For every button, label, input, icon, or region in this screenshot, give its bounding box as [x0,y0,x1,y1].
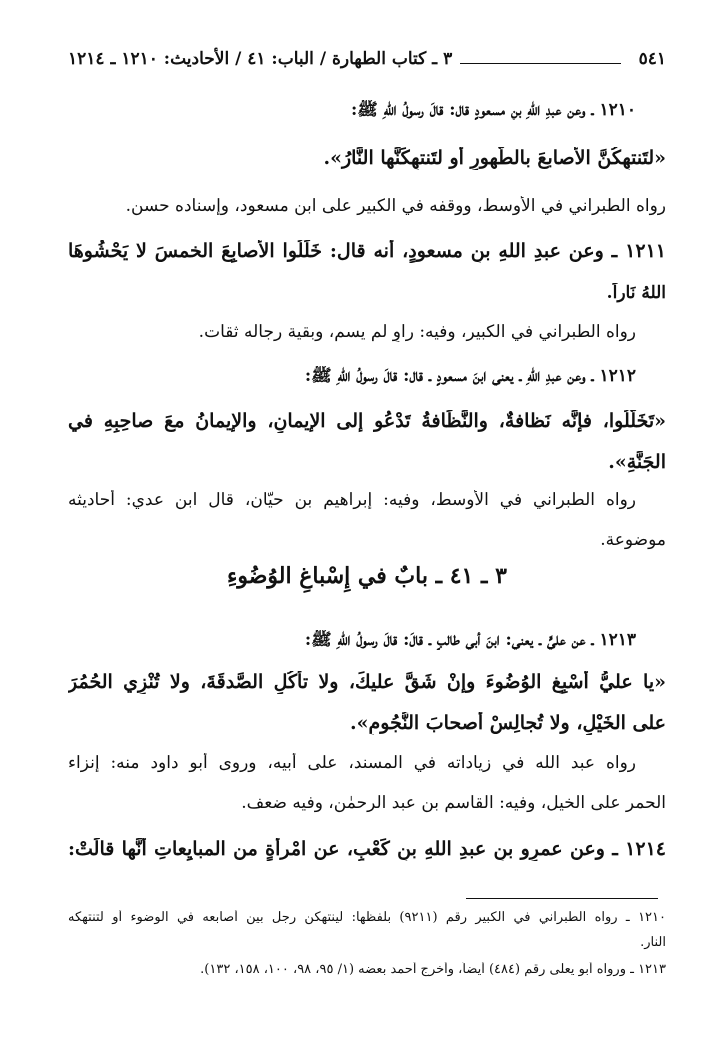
hadith-1213-commentary-line1: رواه عبد الله في زياداته في المسند، على أبيه، وروى أبو داود منه: إنزاء [68,753,636,773]
footnote-separator [466,898,658,899]
header-rule [460,63,620,64]
hadith-1210-quote: «لتَنتهِكُنَّ الأصابعَ بالطُّهورِ أو لتَنتهِكَنَّها النَّارُ». [323,147,666,169]
footnote-1210-line2: النار. [640,935,666,950]
hadith-1213-quote-line2: على الخَيْلِ، ولا تُجالِسْ أصحابَ النُّجُومِ». [350,712,666,734]
hadith-1213-commentary-line2: الحمر على الخيل، وفيه: القاسم بن عبد الرحمٰن، وفيه ضعف. [241,793,666,813]
hadith-1212-quote-line2: الجَنَّةِ». [608,451,666,473]
chapter-heading: ٣ ـ ٤١ ـ بابٌ في إِسْباغِ الوُضُوءِ [227,563,507,589]
hadith-1214-intro: ١٢١٤ ـ وعن عمرِو بنِ عبدِ اللهِ بنِ كَعْبٍ، عن امْرأةٍ من المبايِعاتِ أنَّها قالَتْ: [68,838,666,860]
hadith-1211-line1: ١٢١١ ـ وعن عبدِ اللهِ بنِ مسعودٍ، أنه قال: خَلِّلُوا الأصابِعَ الخمسَ لا يَحْشُوهَا [68,240,666,262]
page-number: ٥٤١ [638,49,666,69]
hadith-1211-line2: اللهُ نَاراً. [606,283,666,303]
hadith-1211-commentary: رواه الطبراني في الكبير، وفيه: راوٍ لم يسم، وبقية رجاله ثقات. [198,322,636,342]
footnote-1210-line1: ١٢١٠ ـ رواه الطبراني في الكبير رقم (٩٢١١) بلفظها: لينتهكن رجل بين أصابعه في الوضوء أو لتنتهكه [68,910,666,925]
hadith-1210-intro: ١٢١٠ ـ وعن عبدِ اللهِ بنِ مسعودٍ قال: قالَ رسولُ اللهِ ﷺ: [351,100,636,120]
hadith-1213-quote-line1: «يا عليُّ أَسْبِغِ الوُضُوءَ وإنْ شَقَّ عليكَ، ولا تأكُلِ الصَّدقَةَ، ولا تُنْزِي الحُمُرَ [68,671,666,693]
hadith-1213-intro: ١٢١٣ ـ عن عليٍّ ـ يعني: ابنَ أبي طالبٍ ـ قالَ: قالَ رسولُ اللهِ ﷺ: [304,630,636,650]
running-title: ٣ ـ كتاب الطهارة / الباب: ٤١ / الأحاديث: ١٢١٠ ـ ١٢١٤ [68,49,453,69]
hadith-1212-commentary-line1: رواه الطبراني في الأوسط، وفيه: إبراهيم بن حيّان، قال ابن عدي: أحاديثه [68,490,636,510]
page-header [68,44,666,74]
hadith-1212-commentary-line2: موضوعة. [600,530,666,550]
hadith-1212-intro: ١٢١٢ ـ وعن عبدِ اللهِ ـ يعني ابنَ مسعودٍ ـ قال: قالَ رسولُ اللهِ ﷺ: [304,366,636,386]
hadith-1212-quote-line1: «تَخَلَّلُوا، فإنَّه نَظافةٌ، والنَّظَافةُ تَدْعُو إلى الإيمانِ، والإيمانُ معَ صاحِبِهِ في [68,410,666,432]
hadith-1210-commentary: رواه الطبراني في الأوسط، ووقفه في الكبير على ابن مسعود، وإسناده حسن. [125,196,666,216]
footnote-1213: ١٢١٣ ـ ورواه أبو يعلى رقم (٤٨٤) أيضاً، وأخرج أحمد بعضه (١/ ٩٥، ٩٨، ١٠٠، ١٥٨، ١٣٢). [200,962,666,977]
